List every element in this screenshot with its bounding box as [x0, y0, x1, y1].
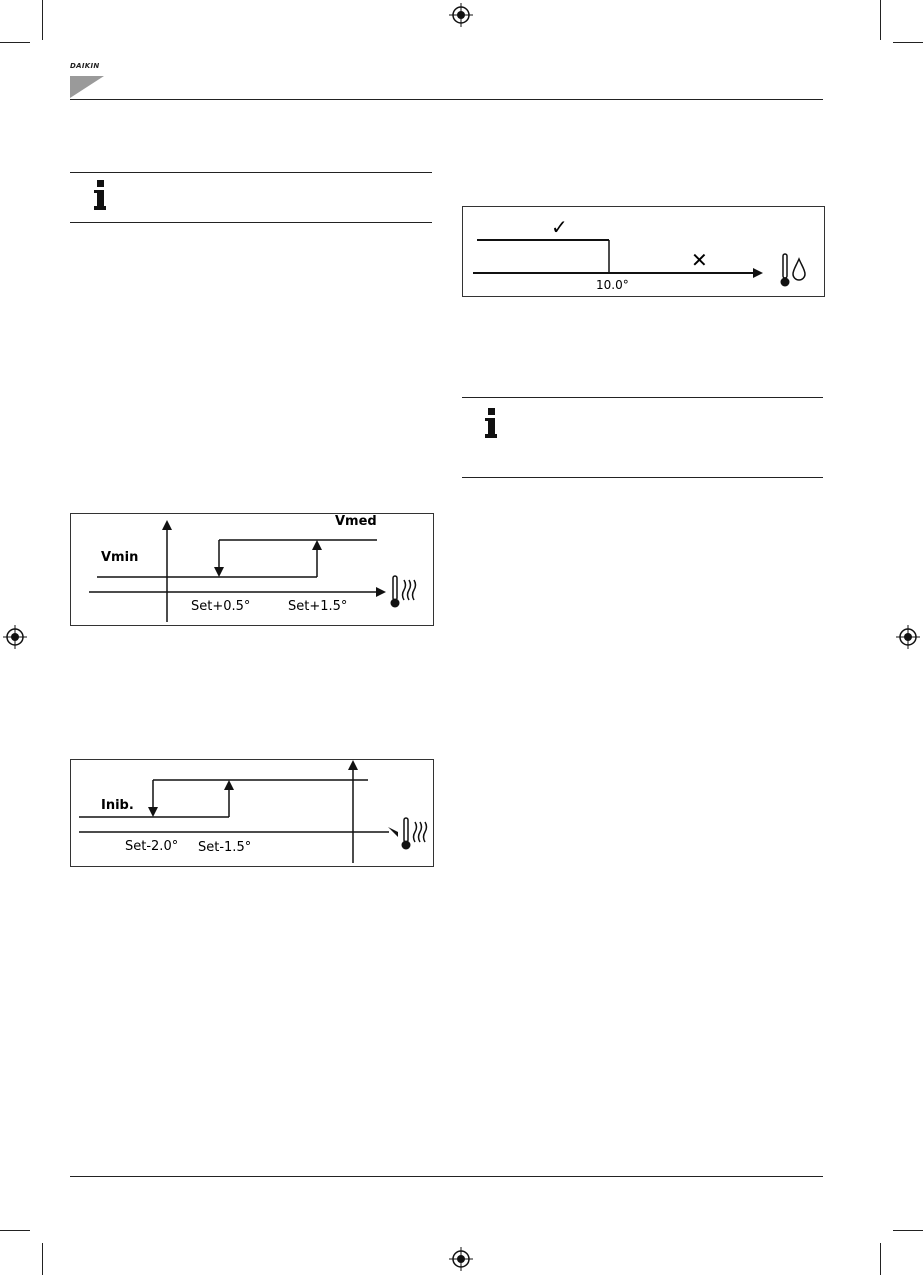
- info-icon: [94, 180, 106, 210]
- note-rule-bottom: [70, 222, 432, 223]
- allowed-symbol: ✓: [551, 215, 568, 239]
- threshold-label: 10.0°: [596, 278, 629, 292]
- header-rule: [70, 99, 823, 100]
- registration-mark-icon: [896, 625, 920, 649]
- crop-mark: [893, 1230, 923, 1231]
- inhibit-diagram: [70, 759, 434, 867]
- thermometer-drop-icon: [781, 254, 806, 287]
- logo-text: DAIKIN: [70, 62, 100, 70]
- upper-threshold-label: Set+1.5°: [288, 599, 348, 614]
- inhibit-label: Inib.: [101, 798, 134, 813]
- fan-speed-diagram: [70, 513, 434, 626]
- lower-threshold-label: Set-2.0°: [125, 839, 179, 854]
- note-rule-top: [462, 397, 823, 398]
- registration-mark-icon: [3, 625, 27, 649]
- thermometer-heat-icon: [402, 818, 427, 850]
- low-speed-label: Vmin: [101, 550, 139, 565]
- registration-mark-icon: [449, 1247, 473, 1271]
- high-speed-label: Vmed: [335, 514, 377, 529]
- crop-mark: [42, 0, 43, 40]
- registration-mark-icon: [449, 3, 473, 27]
- crop-mark: [880, 1243, 881, 1275]
- crop-mark: [0, 1230, 30, 1231]
- info-icon: [485, 408, 497, 438]
- blocked-symbol: ✕: [691, 248, 708, 272]
- lower-threshold-label: Set+0.5°: [191, 599, 251, 614]
- crop-mark: [42, 1243, 43, 1275]
- crop-mark: [880, 0, 881, 40]
- note-rule-top: [70, 172, 432, 173]
- cooling-permit-diagram: [462, 206, 825, 297]
- thermometer-heat-icon: [391, 576, 416, 608]
- note-rule-bottom: [462, 477, 823, 478]
- crop-mark: [893, 42, 923, 43]
- footer-rule: [70, 1176, 823, 1177]
- upper-threshold-label: Set-1.5°: [198, 840, 252, 855]
- crop-mark: [0, 42, 30, 43]
